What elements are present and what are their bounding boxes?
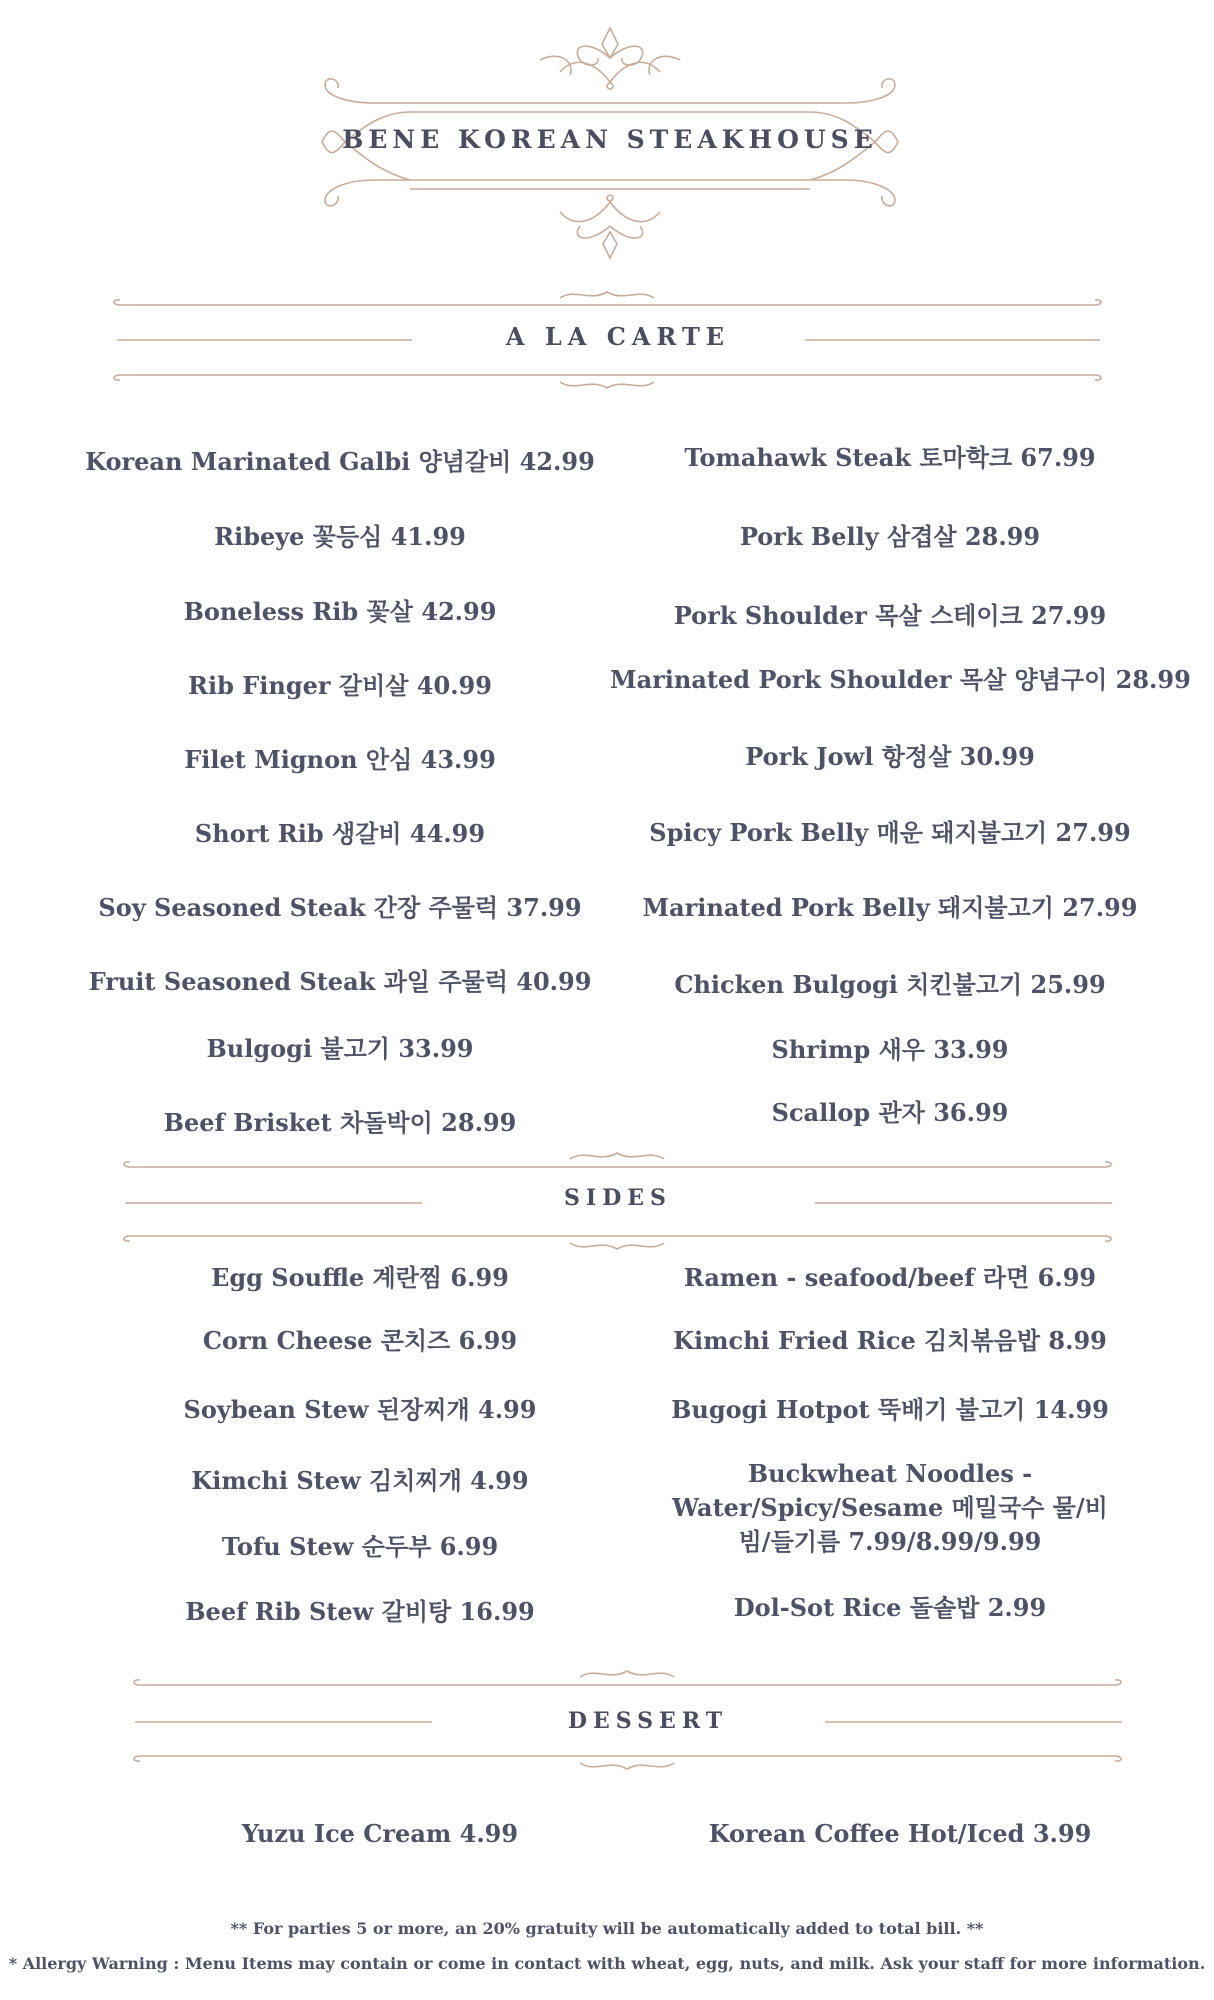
menu-item: Soybean Stew 된장찌개 4.99 — [183, 1395, 537, 1424]
allergy-warning: * Allergy Warning : Menu Items may contain or come in contact with wheat, egg, nuts, and milk. Ask your staff for more information. — [8, 1954, 1206, 1973]
menu-item: Egg Souffle 계란찜 6.99 — [211, 1263, 509, 1292]
menu-item: Corn Cheese 콘치즈 6.99 — [202, 1326, 518, 1355]
menu-item: Filet Mignon 안심 43.99 — [184, 745, 496, 774]
menu-item: Yuzu Ice Cream 4.99 — [241, 1819, 519, 1848]
menu-item: Tomahawk Steak 토마학크 67.99 — [684, 443, 1096, 472]
menu-item: Bugogi Hotpot 뚝배기 불고기 14.99 — [671, 1395, 1109, 1424]
section-title-sides: SIDES — [564, 1185, 672, 1211]
menu-item: Dol-Sot Rice 돌솥밥 2.99 — [733, 1593, 1047, 1622]
menu-item: Marinated Pork Shoulder 목살 양념구이 28.99 — [610, 665, 1191, 694]
menu-item: Short Rib 생갈비 44.99 — [194, 819, 486, 848]
menu-item: Fruit Seasoned Steak 과일 주물럭 40.99 — [88, 967, 592, 996]
menu-item: Boneless Rib 꽃살 42.99 — [183, 597, 497, 626]
menu-item: Tofu Stew 순두부 6.99 — [221, 1532, 499, 1561]
gratuity-note: ** For parties 5 or more, an 20% gratuity will be automatically added to total bill. ** — [230, 1919, 984, 1938]
restaurant-name: BENE KOREAN STEAKHOUSE — [342, 125, 878, 154]
menu-item: Marinated Pork Belly 돼지불고기 27.99 — [642, 893, 1138, 922]
menu-item: Rib Finger 갈비살 40.99 — [188, 671, 492, 700]
menu-item: Beef Brisket 차돌박이 28.99 — [163, 1108, 517, 1137]
menu-item: Korean Coffee Hot/Iced 3.99 — [708, 1819, 1092, 1848]
menu-item: Spicy Pork Belly 매운 돼지불고기 27.99 — [649, 818, 1131, 847]
menu-item: Shrimp 새우 33.99 — [771, 1035, 1009, 1064]
menu-item: Pork Shoulder 목살 스테이크 27.99 — [673, 601, 1107, 630]
menu-item: Scallop 관자 36.99 — [771, 1098, 1009, 1127]
menu-item: Kimchi Stew 김치찌개 4.99 — [191, 1466, 529, 1495]
menu-item: Beef Rib Stew 갈비탕 16.99 — [185, 1597, 535, 1626]
menu-item: Pork Jowl 항정살 30.99 — [745, 742, 1035, 771]
menu-item: Kimchi Fried Rice 김치볶음밥 8.99 — [673, 1326, 1107, 1355]
section-title-a-la-carte: A LA CARTE — [505, 322, 731, 351]
menu-item: Korean Marinated Galbi 양념갈비 42.99 — [85, 447, 595, 476]
menu-item: Buckwheat Noodles - Water/Spicy/Sesame 메밀국수 물/비빔/들기름 7.99/8.99/9.99 — [672, 1459, 1108, 1556]
menu-item: Pork Belly 삼겹살 28.99 — [739, 522, 1041, 551]
menu-item: Ramen - seafood/beef 라면 6.99 — [683, 1263, 1097, 1292]
menu-item: Ribeye 꽃등심 41.99 — [214, 522, 466, 551]
menu-item: Bulgogi 불고기 33.99 — [206, 1034, 474, 1063]
section-title-dessert: DESSERT — [567, 1708, 729, 1734]
menu-item: Chicken Bulgogi 치킨불고기 25.99 — [674, 970, 1106, 999]
menu-item: Soy Seasoned Steak 간장 주물럭 37.99 — [98, 893, 582, 922]
